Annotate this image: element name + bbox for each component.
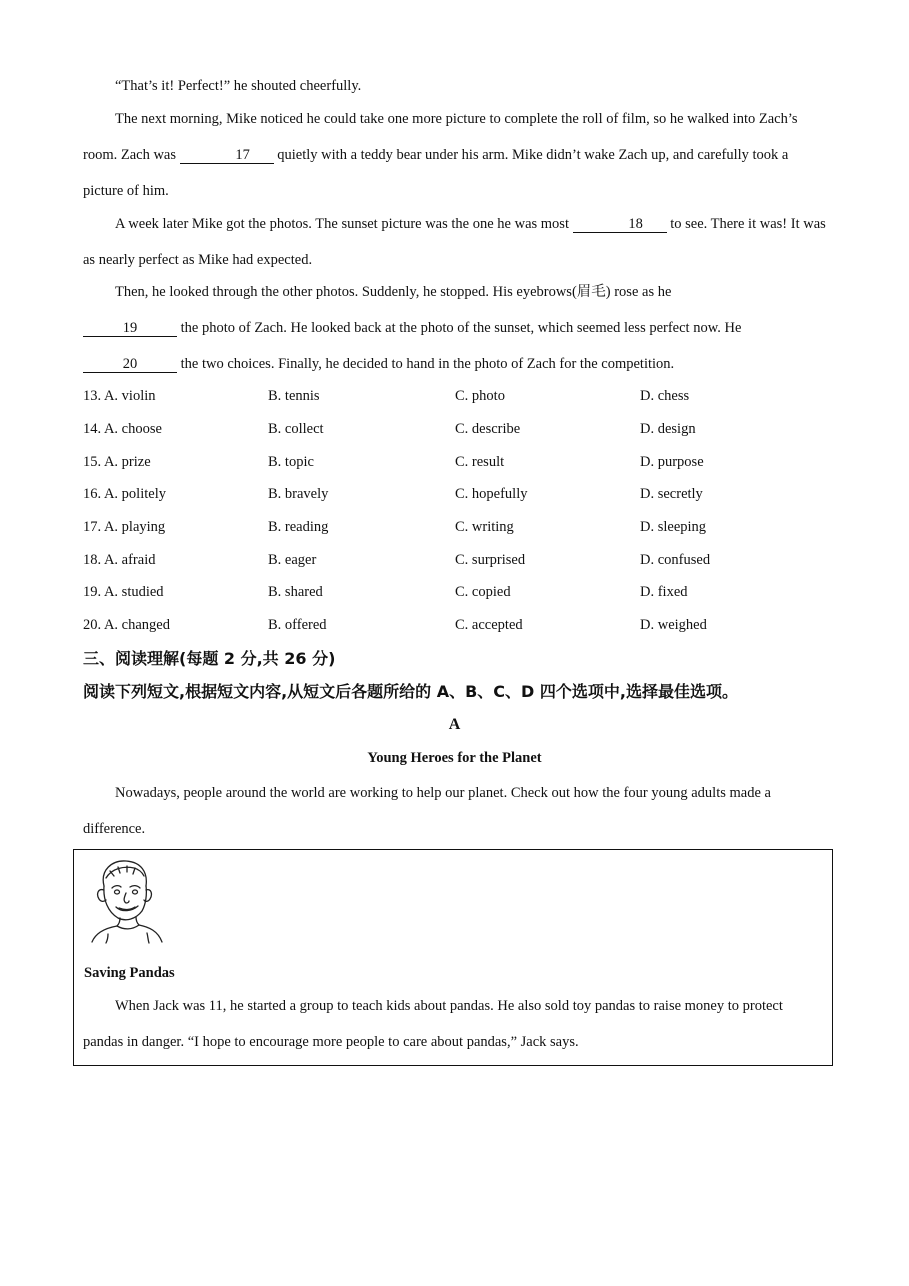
story-paragraph-2 (83, 101, 828, 209)
option-d[interactable]: D. sleeping (640, 519, 707, 535)
option-d[interactable]: D. weighed (640, 617, 707, 633)
option-d[interactable]: D. purpose (640, 454, 704, 470)
answer-blank-17[interactable]: 17 (180, 147, 274, 164)
story-text: the photo of Zach. He looked back at the photo of the sunset, which seemed less perfect now. He (177, 320, 742, 336)
question-16-options (83, 484, 828, 504)
option-c[interactable]: C. photo (455, 388, 505, 404)
question-19-options (83, 582, 828, 602)
option-b[interactable]: B. tennis (268, 388, 320, 404)
answer-blank-18[interactable]: 18 (573, 216, 667, 233)
story-text: “That’s it! Perfect!” he shouted cheerfully. (115, 78, 362, 94)
passage-title: Young Heroes for the Planet (367, 750, 542, 766)
option-d[interactable]: D. design (640, 421, 696, 437)
question-15-options (83, 452, 828, 472)
story-paragraph-1 (83, 68, 828, 104)
question-14-options (83, 419, 828, 439)
option-c[interactable]: C. hopefully (455, 486, 528, 502)
option-d[interactable]: D. chess (640, 388, 690, 404)
option-b[interactable]: B. bravely (268, 486, 329, 502)
question-13-options (83, 386, 828, 406)
question-20-options (83, 615, 828, 635)
hero-heading: Saving Pandas (84, 965, 175, 981)
option-b[interactable]: B. eager (268, 552, 317, 568)
option-c[interactable]: C. surprised (455, 552, 526, 568)
story-paragraph-4 (83, 274, 828, 310)
option-c[interactable]: C. copied (455, 584, 511, 600)
option-b[interactable]: B. reading (268, 519, 329, 535)
section-title: 三、阅读理解(每题 2 分,共 26 分) (83, 649, 336, 668)
option-a[interactable]: 14. A. choose (83, 421, 162, 437)
option-a[interactable]: 13. A. violin (83, 388, 156, 404)
story-text: The next morning, Mike noticed he could take one more picture to complete the roll of film, so he walked into Zach’s room. Zach was (83, 111, 798, 163)
option-c[interactable]: C. describe (455, 421, 521, 437)
option-d[interactable]: D. secretly (640, 486, 703, 502)
answer-blank-19[interactable]: 19 (83, 320, 177, 337)
option-b[interactable]: B. topic (268, 454, 314, 470)
question-18-options (83, 550, 828, 570)
option-c[interactable]: C. accepted (455, 617, 523, 633)
passage-intro: Nowadays, people around the world are working to help our planet. Check out how the four young adults made a difference. (83, 785, 771, 837)
story-text: the two choices. Finally, he decided to hand in the photo of Zach for the competition. (177, 356, 675, 372)
option-c[interactable]: C. result (455, 454, 505, 470)
hero-text: When Jack was 11, he started a group to teach kids about pandas. He also sold toy pandas to raise money to protect pandas in danger. “I hope to encourage more people to care about pandas,” Jack says. (83, 998, 783, 1050)
story-line (83, 354, 674, 374)
question-17-options (83, 517, 828, 537)
story-text: quietly with a teddy bear under his arm. Mike didn’t wake Zach up, and carefully took a picture of him. (83, 147, 789, 199)
hero-card (73, 849, 833, 1066)
option-a[interactable]: 20. A. changed (83, 617, 170, 633)
story-text: Then, he looked through the other photos. Suddenly, he stopped. His eyebrows(眉毛) rose as he (115, 284, 672, 300)
section-instruction: 阅读下列短文,根据短文内容,从短文后各题所给的 A、B、C、D 四个选项中,选择最佳选项。 (83, 682, 738, 701)
passage-letter: A (448, 716, 461, 733)
story-text: to see. There it was! It was as nearly perfect as Mike had expected. (83, 216, 826, 268)
story-paragraph-3 (83, 206, 828, 278)
answer-blank-20[interactable]: 20 (83, 356, 177, 373)
story-line (83, 318, 741, 338)
option-a[interactable]: 15. A. prize (83, 454, 151, 470)
option-d[interactable]: D. fixed (640, 584, 688, 600)
option-b[interactable]: B. shared (268, 584, 323, 600)
option-b[interactable]: B. offered (268, 617, 327, 633)
option-c[interactable]: C. writing (455, 519, 514, 535)
option-a[interactable]: 17. A. playing (83, 519, 166, 535)
option-d[interactable]: D. confused (640, 552, 711, 568)
option-a[interactable]: 18. A. afraid (83, 552, 156, 568)
option-a[interactable]: 19. A. studied (83, 584, 164, 600)
option-a[interactable]: 16. A. politely (83, 486, 166, 502)
story-text: A week later Mike got the photos. The sunset picture was the one he was most (115, 216, 573, 232)
boy-portrait-icon (86, 856, 166, 944)
option-b[interactable]: B. collect (268, 421, 324, 437)
